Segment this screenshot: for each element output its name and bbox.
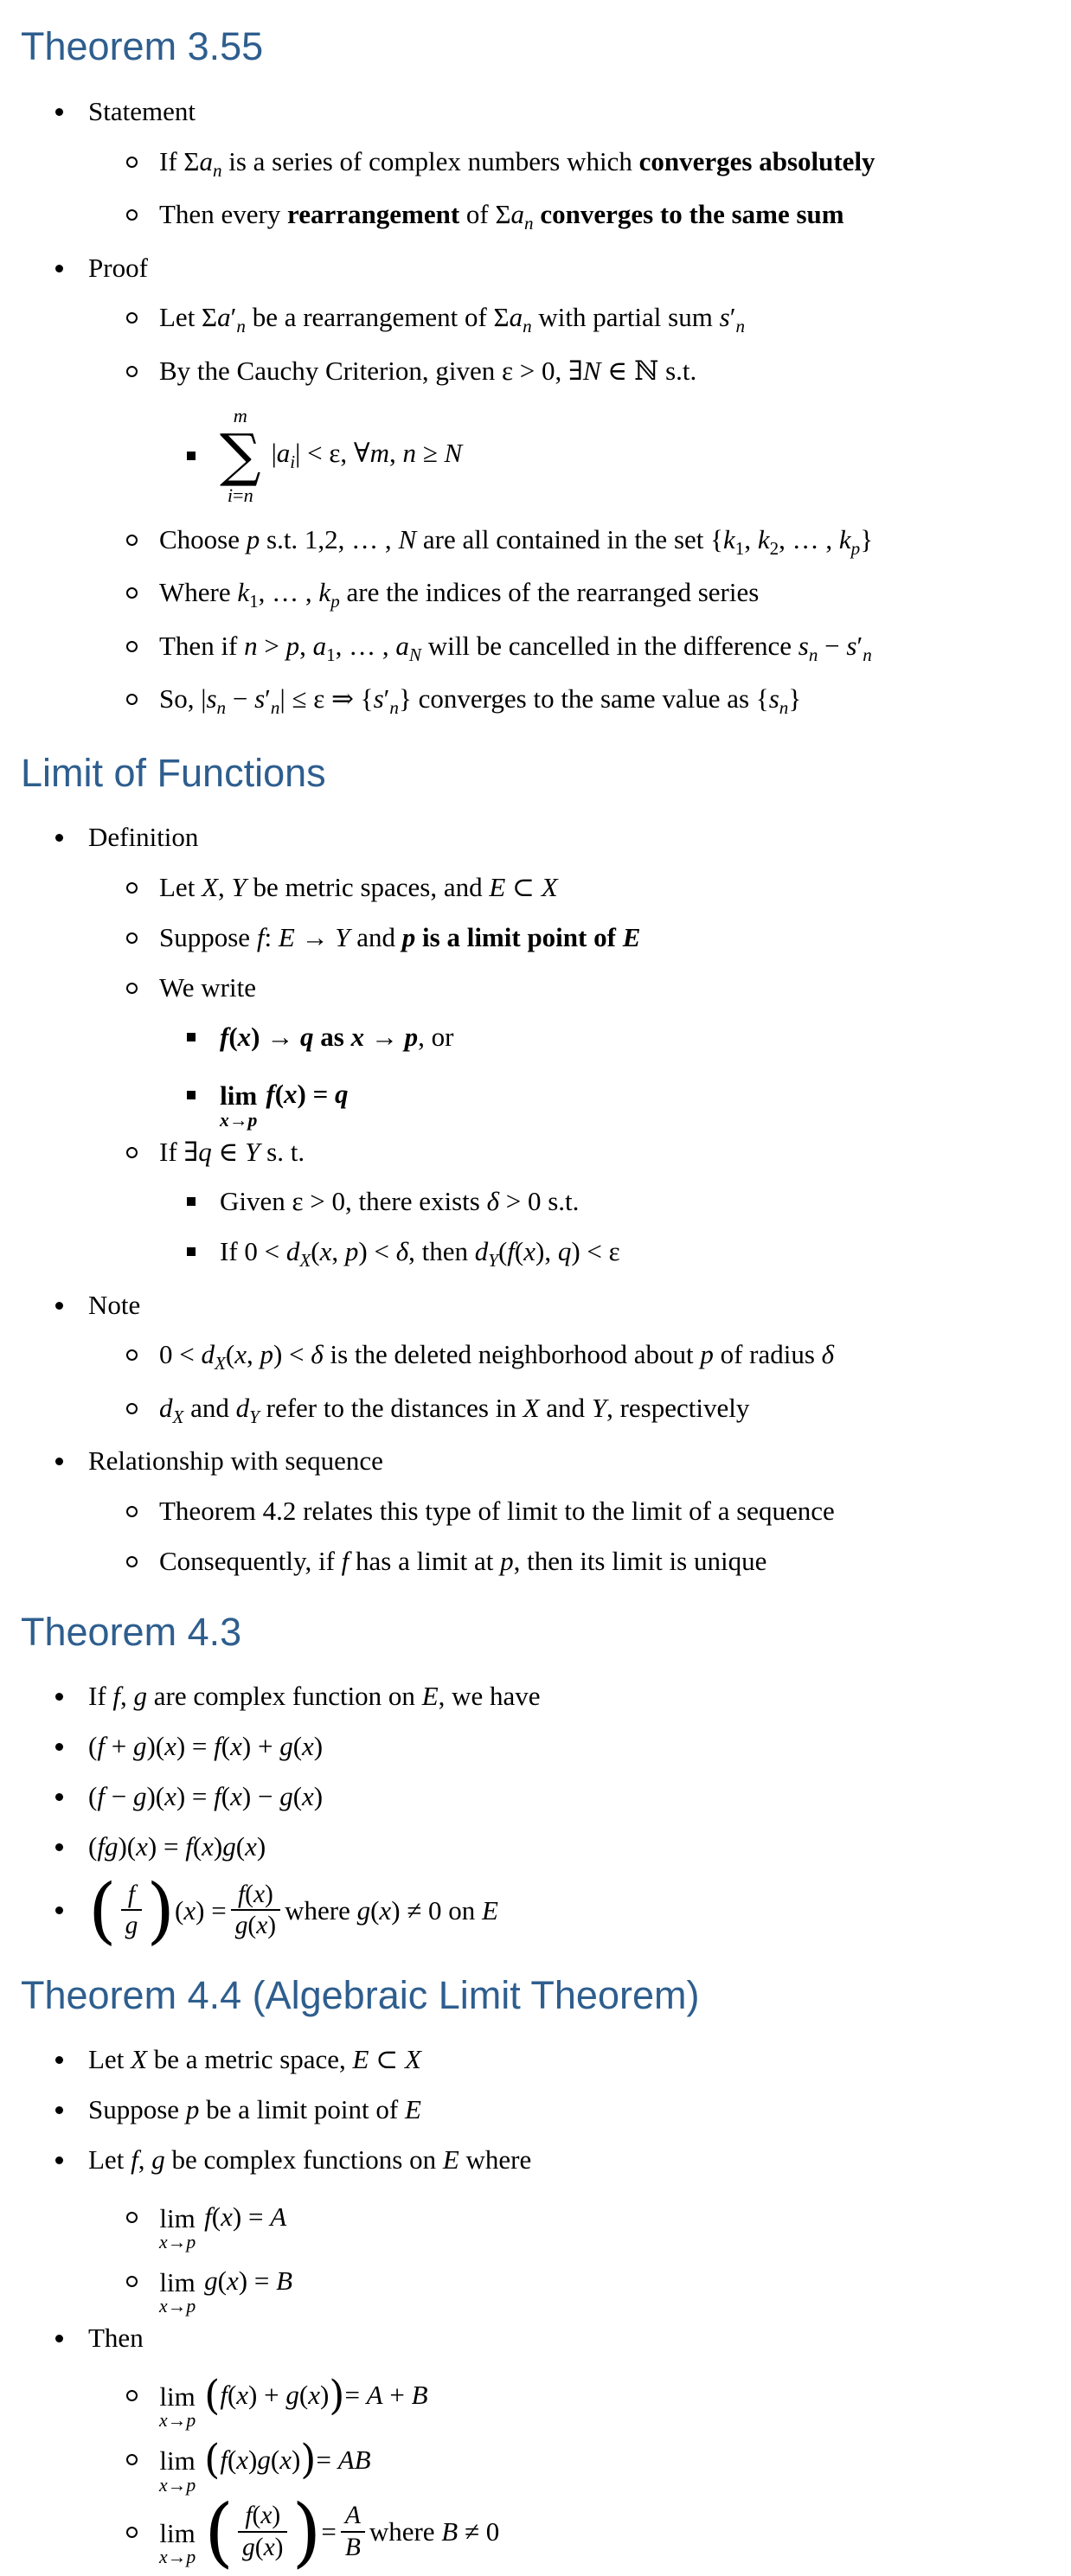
bullet-square-icon	[187, 1033, 196, 1041]
note-line	[0, 1780, 1071, 1814]
bullet-dot-icon	[55, 1458, 63, 1465]
formula	[220, 405, 462, 507]
note-line	[0, 2093, 1071, 2127]
bullet-dot-icon	[55, 108, 63, 116]
bullet-circle-icon	[126, 1392, 159, 1429]
note-line	[0, 1289, 1071, 1323]
formula-text: = A + B	[344, 2380, 428, 2411]
note-line	[0, 1445, 1071, 1478]
section-heading: Limit of Functions	[21, 750, 326, 795]
line-text: Let X be a metric space, E ⊂ X	[88, 2044, 421, 2075]
line-text: (f + g)(x) = f(x) + g(x)	[88, 1731, 324, 1762]
note-line	[0, 2143, 1071, 2177]
bullet-circle-icon	[126, 2212, 138, 2223]
bullet-circle-icon	[126, 2454, 138, 2465]
bullet-dot-icon	[55, 1843, 63, 1851]
bullet-circle-icon	[126, 576, 159, 613]
formula	[88, 1868, 498, 1953]
bullet-circle-icon	[126, 694, 138, 705]
big-paren: )	[146, 1868, 176, 1953]
note-line	[0, 576, 1071, 613]
note-line	[0, 921, 1071, 955]
line-text: f(x) → q as x → p, or	[220, 1022, 454, 1053]
formula-text: =	[321, 2516, 337, 2547]
bullet-circle-icon	[126, 932, 138, 944]
bullet-circle-icon	[126, 921, 159, 955]
bullet-circle-icon	[126, 301, 159, 338]
big-paren: )	[329, 2371, 345, 2419]
line-text: Relationship with sequence	[88, 1445, 383, 1477]
sigma-icon: ∑	[220, 421, 261, 490]
bullet-circle-icon	[126, 682, 159, 720]
line-text: If $0 < d_X(x$, p) < δ, then $d_Y(f(x)$, q) < ε	[220, 1236, 620, 1272]
formula	[220, 1071, 349, 1131]
note-line	[0, 1730, 1071, 1764]
note-line	[0, 1545, 1071, 1579]
line-text: $0 < d_X(x$, p) < δ is the deleted neighborhood about p of radius δ	[159, 1339, 835, 1375]
line-text: If f, g are complex function on E, we have	[88, 1681, 541, 1712]
note-line	[0, 871, 1071, 905]
note-line	[0, 1021, 1071, 1054]
line-text: So, $|s_n - s'_n| \le \varepsilon$ ⇒ $\{s'_n\}$ converges to the same value as $\{s_n\}$	[159, 683, 802, 719]
bullet-circle-icon	[126, 2527, 159, 2538]
bullet-circle-icon	[126, 2454, 159, 2465]
bullet-circle-icon	[126, 983, 138, 994]
bullet-circle-icon	[126, 882, 138, 894]
note-line	[0, 1680, 1071, 1714]
note-line	[0, 2043, 1071, 2077]
note-line	[0, 1392, 1071, 1429]
limit-operator: lim x→p	[220, 1080, 258, 1131]
bullet-square-icon	[187, 452, 196, 460]
bullet-circle-icon	[126, 145, 159, 183]
math-line	[0, 2436, 1071, 2496]
math-line	[0, 1071, 1071, 1131]
note-line	[0, 2322, 1071, 2355]
bullet-circle-icon	[126, 587, 138, 599]
formula	[159, 2258, 293, 2317]
note-line	[0, 198, 1071, 235]
bullet-circle-icon	[126, 2276, 138, 2287]
note-line	[0, 145, 1071, 183]
formula-text: g(x) = B	[204, 2265, 293, 2297]
formula	[159, 2371, 428, 2432]
bullet-dot-icon	[55, 2043, 88, 2077]
line-text: Let $\Sigma a'_n$ be a rearrangement of $\Sigma a_n$ with partial sum $s'_n$	[159, 302, 746, 337]
note-line	[0, 355, 1071, 388]
bullet-square-icon	[187, 1235, 220, 1272]
bullet-circle-icon	[126, 1338, 159, 1375]
line-text: We write	[159, 971, 256, 1003]
line-text: Then	[88, 2323, 144, 2354]
formula-text: where g(x) ≠ 0 on E	[285, 1894, 498, 1926]
line-text: Given ε > 0, there exists δ > 0 s.t.	[220, 1186, 580, 1217]
formula-text: where B ≠ 0	[369, 2516, 500, 2547]
bullet-circle-icon	[126, 2390, 138, 2401]
formula-text: (x) =	[175, 1894, 227, 1926]
note-line	[0, 1495, 1071, 1528]
summation-operator: m ∑ i=n	[220, 404, 261, 506]
bullet-square-icon	[187, 1091, 220, 1099]
line-text: Definition	[88, 822, 199, 853]
line-text: Where $k_1$, … , $k_p$ are the indices of the rearranged series	[159, 577, 760, 612]
note-line	[0, 252, 1071, 285]
note-line	[0, 1830, 1071, 1864]
big-paren: )	[292, 2488, 322, 2576]
bullet-square-icon	[187, 1091, 196, 1099]
note-line	[0, 682, 1071, 720]
line-text: Choose p s.t. 1,2, … , N are all contained in the set {$k_1$, $k_2$, … , $k_p$}	[159, 523, 874, 559]
bullet-dot-icon	[55, 1743, 63, 1751]
bullet-dot-icon	[55, 1793, 63, 1801]
bullet-circle-icon	[126, 157, 138, 168]
note-line	[0, 630, 1071, 667]
limit-operator: lim x→p	[159, 2266, 196, 2317]
math-line	[0, 2371, 1071, 2432]
note-line	[0, 1338, 1071, 1375]
big-paren: (	[204, 2488, 234, 2576]
line-text: If ∃q ∈ Y s. t.	[159, 1136, 305, 1167]
bullet-circle-icon	[126, 535, 138, 546]
bullet-dot-icon	[55, 252, 88, 285]
line-text: Theorem 4.2 relates this type of limit to the limit of a sequence	[159, 1496, 835, 1527]
math-line	[0, 2258, 1071, 2317]
section-heading: Theorem 4.3	[21, 1609, 242, 1654]
fraction: $\frac{f(x)}{g(x)}$	[238, 2502, 287, 2563]
line-text: If $\Sigma a_n$ is a series of complex numbers which converges absolutely	[159, 145, 875, 181]
bullet-dot-icon	[55, 1693, 63, 1701]
math-line	[0, 1868, 1071, 1953]
formula	[159, 2488, 500, 2576]
note-line	[0, 523, 1071, 561]
section-heading: Theorem 3.55	[21, 24, 264, 68]
bullet-circle-icon	[126, 630, 159, 667]
line-text: Let X, Y be metric spaces, and E ⊂ X	[159, 872, 558, 903]
note-line	[0, 821, 1071, 855]
bullet-dot-icon	[55, 1302, 63, 1310]
line-text: Suppose p be a limit point of E	[88, 2094, 421, 2124]
big-paren: (	[204, 2371, 221, 2419]
bullet-square-icon	[187, 1185, 220, 1219]
bullet-dot-icon	[55, 2056, 63, 2064]
bullet-circle-icon	[126, 312, 138, 324]
bullet-dot-icon	[55, 2143, 88, 2177]
note-line	[0, 1136, 1071, 1169]
bullet-circle-icon	[126, 1403, 138, 1414]
note-line	[0, 301, 1071, 338]
big-paren: )	[300, 2436, 317, 2483]
bullet-dot-icon	[55, 95, 88, 129]
bullet-circle-icon	[126, 198, 159, 235]
bullet-dot-icon	[55, 2093, 88, 2127]
bullet-circle-icon	[126, 1556, 138, 1567]
formula	[159, 2194, 287, 2253]
big-paren: (	[88, 1868, 117, 1953]
bullet-dot-icon	[55, 2335, 63, 2342]
line-text: By the Cauchy Criterion, given ε > 0, ∃N ∈ ℕ s.t.	[159, 355, 697, 386]
formula	[159, 2436, 371, 2496]
bullet-dot-icon	[55, 834, 63, 842]
bullet-dot-icon	[55, 1289, 88, 1323]
formula-text: f(x) = q	[266, 1079, 349, 1110]
fraction: $\frac{A}{B}$	[341, 2502, 365, 2563]
bullet-circle-icon	[126, 2212, 159, 2223]
line-text: (f − g)(x) = f(x) − g(x)	[88, 1780, 324, 1811]
line-text: $d_X$ and $d_Y$ refer to the distances in X and Y, respectively	[159, 1392, 750, 1428]
bullet-square-icon	[187, 452, 220, 460]
bullet-dot-icon	[55, 1730, 88, 1764]
line-text: Then every rearrangement of $\Sigma a_n$ converges to the same sum	[159, 199, 844, 234]
bullet-dot-icon	[55, 1906, 63, 1914]
limit-operator: lim x→p	[159, 2381, 196, 2432]
bullet-circle-icon	[126, 1147, 138, 1158]
formula-text: $|a_i| < \varepsilon$, ∀m, n ≥ N	[271, 438, 463, 473]
bullet-dot-icon	[55, 1445, 88, 1478]
bullet-dot-icon	[55, 2322, 88, 2355]
line-text: Then if n > p, $a_1$, … , $a_N$ will be cancelled in the difference $s_n - s'_n$	[159, 630, 872, 665]
bullet-circle-icon	[126, 641, 138, 652]
math-line	[0, 2194, 1071, 2253]
line-text: (fg)(x) = f(x)g(x)	[88, 1830, 266, 1862]
bullet-circle-icon	[126, 2276, 159, 2287]
bullet-dot-icon	[55, 1906, 88, 1914]
fraction: $\frac{f(x)}{g(x)}$	[231, 1881, 280, 1942]
bullet-dot-icon	[55, 265, 63, 272]
line-text: Consequently, if f has a limit at p, then its limit is unique	[159, 1545, 767, 1576]
bullet-square-icon	[187, 1021, 220, 1054]
line-text: Statement	[88, 95, 196, 126]
bullet-circle-icon	[126, 523, 159, 561]
bullet-dot-icon	[55, 2106, 63, 2114]
bullet-circle-icon	[126, 1545, 159, 1579]
line-text: Proof	[88, 252, 148, 283]
line-text: Let f, g be complex functions on E where	[88, 2143, 532, 2175]
note-line	[0, 1235, 1071, 1272]
fraction: $\frac{f}{g}$	[121, 1881, 143, 1942]
note-line	[0, 95, 1071, 129]
line-text: Note	[88, 1289, 141, 1320]
bullet-circle-icon	[126, 355, 159, 388]
note-line	[0, 1185, 1071, 1219]
formula-text: f(x)g(x)	[220, 2444, 301, 2475]
bullet-circle-icon	[126, 1506, 138, 1517]
bullet-circle-icon	[126, 871, 159, 905]
line-text: Suppose f: E → Y and p is a limit point of E	[159, 921, 641, 952]
math-line	[0, 2488, 1071, 2576]
section-heading: Theorem 4.4 (Algebraic Limit Theorem)	[21, 1972, 700, 2017]
formula-text: f(x) = A	[204, 2201, 287, 2232]
bullet-circle-icon	[126, 209, 138, 221]
bullet-circle-icon	[126, 1495, 159, 1528]
big-paren: (	[204, 2436, 221, 2483]
bullet-square-icon	[187, 1197, 196, 1206]
limit-operator: lim x→p	[159, 2445, 196, 2496]
bullet-circle-icon	[126, 1349, 138, 1361]
formula-text: = AB	[316, 2444, 371, 2475]
bullet-circle-icon	[126, 971, 159, 1005]
bullet-dot-icon	[55, 1830, 88, 1864]
math-line	[0, 405, 1071, 507]
bullet-dot-icon	[55, 2156, 63, 2164]
bullet-dot-icon	[55, 1680, 88, 1714]
bullet-circle-icon	[126, 366, 138, 377]
bullet-dot-icon	[55, 821, 88, 855]
bullet-circle-icon	[126, 1136, 159, 1169]
bullet-circle-icon	[126, 2527, 138, 2538]
bullet-circle-icon	[126, 2390, 159, 2401]
bullet-dot-icon	[55, 1780, 88, 1814]
note-line	[0, 971, 1071, 1005]
formula-text: f(x) + g(x)	[220, 2380, 330, 2411]
limit-operator: lim x→p	[159, 2517, 196, 2568]
bullet-square-icon	[187, 1247, 196, 1256]
limit-operator: lim x→p	[159, 2202, 196, 2253]
